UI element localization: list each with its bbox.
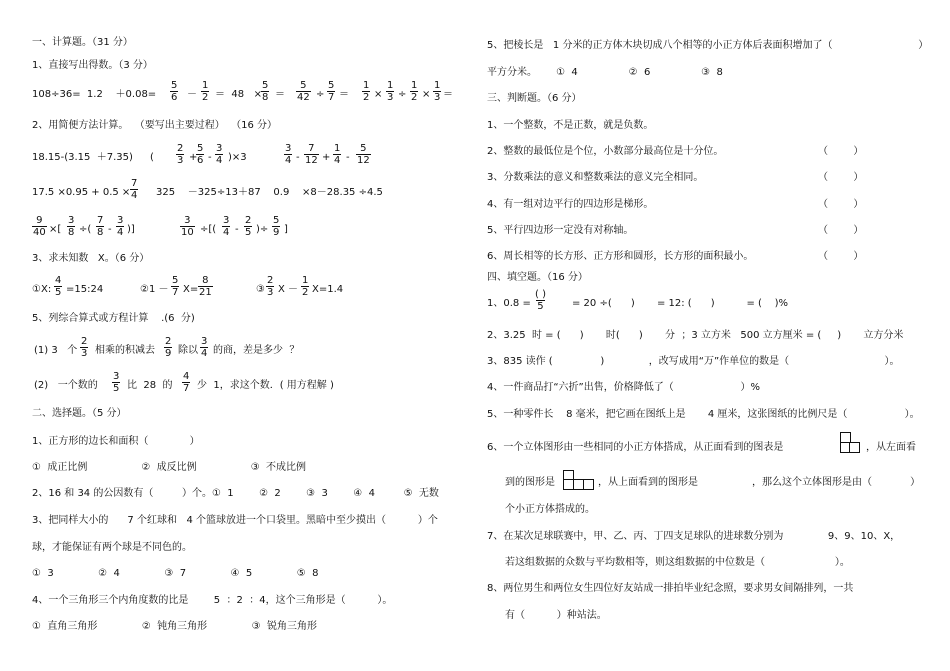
judge-2-paren: （ ） [818, 146, 864, 157]
judge-3-paren: （ ） [818, 172, 864, 183]
fraction-5-8: $\frac{5}{8}$ [262, 80, 269, 103]
choice-4-question: 4、一个三角形三个内角度数的比是 5 ：2 ：4，这个三角形是（ ）。 [32, 595, 393, 606]
fill-2: 2、3.25 时 = ( ) 时( ) 分 ；3 立方米 500 立方厘米 = ( ) 立方分米 [487, 330, 904, 341]
fill-4: 4、一件商品打“六折”出售，价格降低了（ ）% [487, 382, 760, 393]
fraction-2-3b: $\frac{2}{3}$ [267, 275, 274, 298]
fraction-5-6b: $\frac{5}{6}$ [197, 143, 204, 166]
fraction-1-2b: $\frac{1}{2}$ [363, 80, 370, 103]
fraction-1-3: $\frac{1}{3}$ [387, 80, 394, 103]
section-4-title: 四、填空题。（16 分） [487, 272, 588, 283]
fill-5: 5、一种零件长 8 毫米，把它画在图纸上是 4 厘米，这张图纸的比例尺是（ ）。 [487, 409, 920, 420]
fill-6-c: 到的图形是 [505, 477, 555, 488]
fill-1-fraction: ( ) 5 [535, 289, 546, 312]
choice-3-question: 3、把同样大小的 7 个红球和 4 个篮球放进一个口袋里。黑暗中至少摸出（ ）个 [32, 515, 438, 526]
q1-text-c: ＝ [275, 89, 285, 100]
q1-text-f: × [374, 89, 383, 100]
judge-1: 1、一个整数，不是正数，就是负数。 [487, 120, 654, 131]
q1-text-a: 108÷36= 1.2 ＋0.08= [32, 89, 157, 100]
q2-expr-2: 17.5 ×0.95 + 0.5 × [32, 187, 131, 198]
fraction-2-3: $\frac{2}{3}$ [177, 143, 184, 166]
judge-6: 6、周长相等的长方形、正方形和圆形，长方形的面积最小。 [487, 251, 754, 262]
fraction-3-5: $\frac{3}{5}$ [113, 371, 120, 394]
fraction-3-4d: $\frac{3}{4}$ [223, 215, 230, 238]
fill-1-b: = 20 ÷( ) = 12: ( ) = ( )% [572, 298, 789, 309]
judge-4-paren: （ ） [818, 199, 864, 210]
fraction-3-4: $\frac{3}{4}$ [216, 143, 223, 166]
judge-5: 5、平行四边形一定没有对称轴。 [487, 225, 634, 236]
fill-6-e: 个小正方体搭成的。 [505, 504, 595, 515]
q2-expr-1: 18.15-(3.15 ＋7.35) [32, 152, 133, 163]
fraction-5-9: $\frac{5}{9}$ [273, 215, 280, 238]
fill-3: 3、835 读作 ( ) ，改写成用“万”作单位的数是（ ）。 [487, 356, 900, 367]
question-3-title: 3、求未知数 X。（6 分） [32, 253, 150, 264]
choice-2-question: 2、16 和 34 的公因数有（ ）个。① 1 ② 2 ③ 3 ④ 4 ⑤ 无数 [32, 488, 439, 499]
fraction-1-4: $\frac{1}{4}$ [334, 143, 341, 166]
fraction-1-2: $\frac{1}{2}$ [202, 80, 209, 103]
q2-expr-3: 325 －325÷13＋87 0.9 ×8－28.35 ÷4.5 [156, 187, 383, 198]
section-3-title: 三、判断题。（6 分） [487, 93, 582, 104]
fill-1-a: 1、0.8 = [487, 298, 531, 309]
section-1-title: 一、计算题。（31 分） [32, 37, 133, 48]
choice-5-question-cont: 平方分米。 ① 4 ② 6 ③ 8 [487, 67, 723, 78]
judge-2: 2、整数的最低位是个位，小数部分最高位是十分位。 [487, 146, 724, 157]
fraction-5-42: $\frac{5}{42}$ [297, 80, 310, 103]
section-2-title: 二、选择题。（5 分） [32, 408, 127, 419]
fill-7-a: 7、在某次足球联赛中，甲、乙、丙、丁四支足球队的进球数分别为 9、9、10、X， [487, 531, 901, 542]
q1-text-d: ÷ [316, 89, 325, 100]
fraction-7-4: $\frac{7}{4}$ [131, 178, 138, 201]
fraction-5-7: $\frac{5}{7}$ [328, 80, 335, 103]
judge-4: 4、有一组对边平行的四边形是梯形。 [487, 199, 654, 210]
fraction-9-40: $\frac{9}{40}$ [33, 215, 46, 238]
choice-3-question-cont: 球，才能保证有两个球是不同色的。 [32, 542, 192, 553]
fraction-1-2c: $\frac{1}{2}$ [411, 80, 418, 103]
fraction-5-12: $\frac{5}{12}$ [357, 143, 370, 166]
front-view-figure [840, 432, 860, 454]
fraction-5-6: $\frac{5}{6}$ [171, 80, 178, 103]
fill-7-b: 若这组数据的众数与平均数相等，则这组数据的中位数是（ ）。 [505, 557, 850, 568]
q1-text-g: ÷ [398, 89, 407, 100]
fill-8-a: 8、两位男生和两位女生四位好友站成一排拍毕业纪念照，要求男女间隔排列，一共 [487, 583, 854, 594]
fill-8-b: 有（ ）种站法。 [505, 610, 607, 621]
question-5-title: 5、列综合算式或方程计算 .(6 分) [32, 313, 195, 324]
fraction-2-9: $\frac{2}{9}$ [165, 336, 172, 359]
q1-text-i: ＝ [443, 89, 453, 100]
fraction-3-4c: $\frac{3}{4}$ [117, 215, 124, 238]
fraction-7-8: $\frac{7}{8}$ [97, 215, 104, 238]
fraction-4-7: $\frac{4}{7}$ [183, 371, 190, 394]
judge-5-paren: （ ） [818, 225, 864, 236]
fraction-3-10: $\frac{3}{10}$ [181, 215, 194, 238]
choice-4-options: ① 直角三角形 ② 钝角三角形 ③ 锐角三角形 [32, 621, 317, 632]
fraction-2-3c: $\frac{2}{3}$ [81, 336, 88, 359]
q1-text-h: × [422, 89, 431, 100]
fraction-2-5: $\frac{2}{5}$ [245, 215, 252, 238]
choice-3-options: ① 3 ② 4 ③ 7 ④ 5 ⑤ 8 [32, 568, 319, 579]
judge-3: 3、分数乘法的意义和整数乘法的意义完全相同。 [487, 172, 704, 183]
fraction-7-12: $\frac{7}{12}$ [305, 143, 318, 166]
choice-1-options: ① 成正比例 ② 成反比例 ③ 不成比例 [32, 462, 307, 473]
fraction-3-4b: $\frac{3}{4}$ [285, 143, 292, 166]
q1-text-e: ＝ [339, 89, 349, 100]
judge-6-paren: （ ） [818, 251, 864, 262]
fill-6-a: 6、一个立体图形由一些相同的小正方体搭成，从正面看到的图表是 [487, 442, 784, 453]
fill-6-b: ，从左面看 [866, 442, 916, 453]
choice-5-question: 5、把棱长是 1 分米的正方体木块切成八个相等的小正方体后表面积增加了（ ） [487, 40, 929, 51]
fraction-5-7b: $\frac{5}{7}$ [172, 275, 179, 298]
fraction-8-21: $\frac{8}{21}$ [199, 275, 212, 298]
left-view-figure [563, 470, 593, 490]
fill-6-d: ，从上面看到的图形是 ，那么这个立体图形是由（ ） [598, 477, 921, 488]
fraction-4-5: $\frac{4}{5}$ [55, 275, 62, 298]
fraction-1-3b: $\frac{1}{3}$ [434, 80, 441, 103]
question-1-title: 1、直接写出得数。（3 分） [32, 60, 153, 71]
choice-1-question: 1、正方形的边长和面积（ ） [32, 436, 200, 447]
q1-text-b: ＝ 48 × [215, 89, 262, 100]
fraction-1-2d: $\frac{1}{2}$ [302, 275, 309, 298]
fraction-3-4e: $\frac{3}{4}$ [201, 336, 208, 359]
question-2-title: 2、用简便方法计算。 （要写出主要过程） （16 分） [32, 120, 277, 131]
fraction-3-8: $\frac{3}{8}$ [68, 215, 75, 238]
